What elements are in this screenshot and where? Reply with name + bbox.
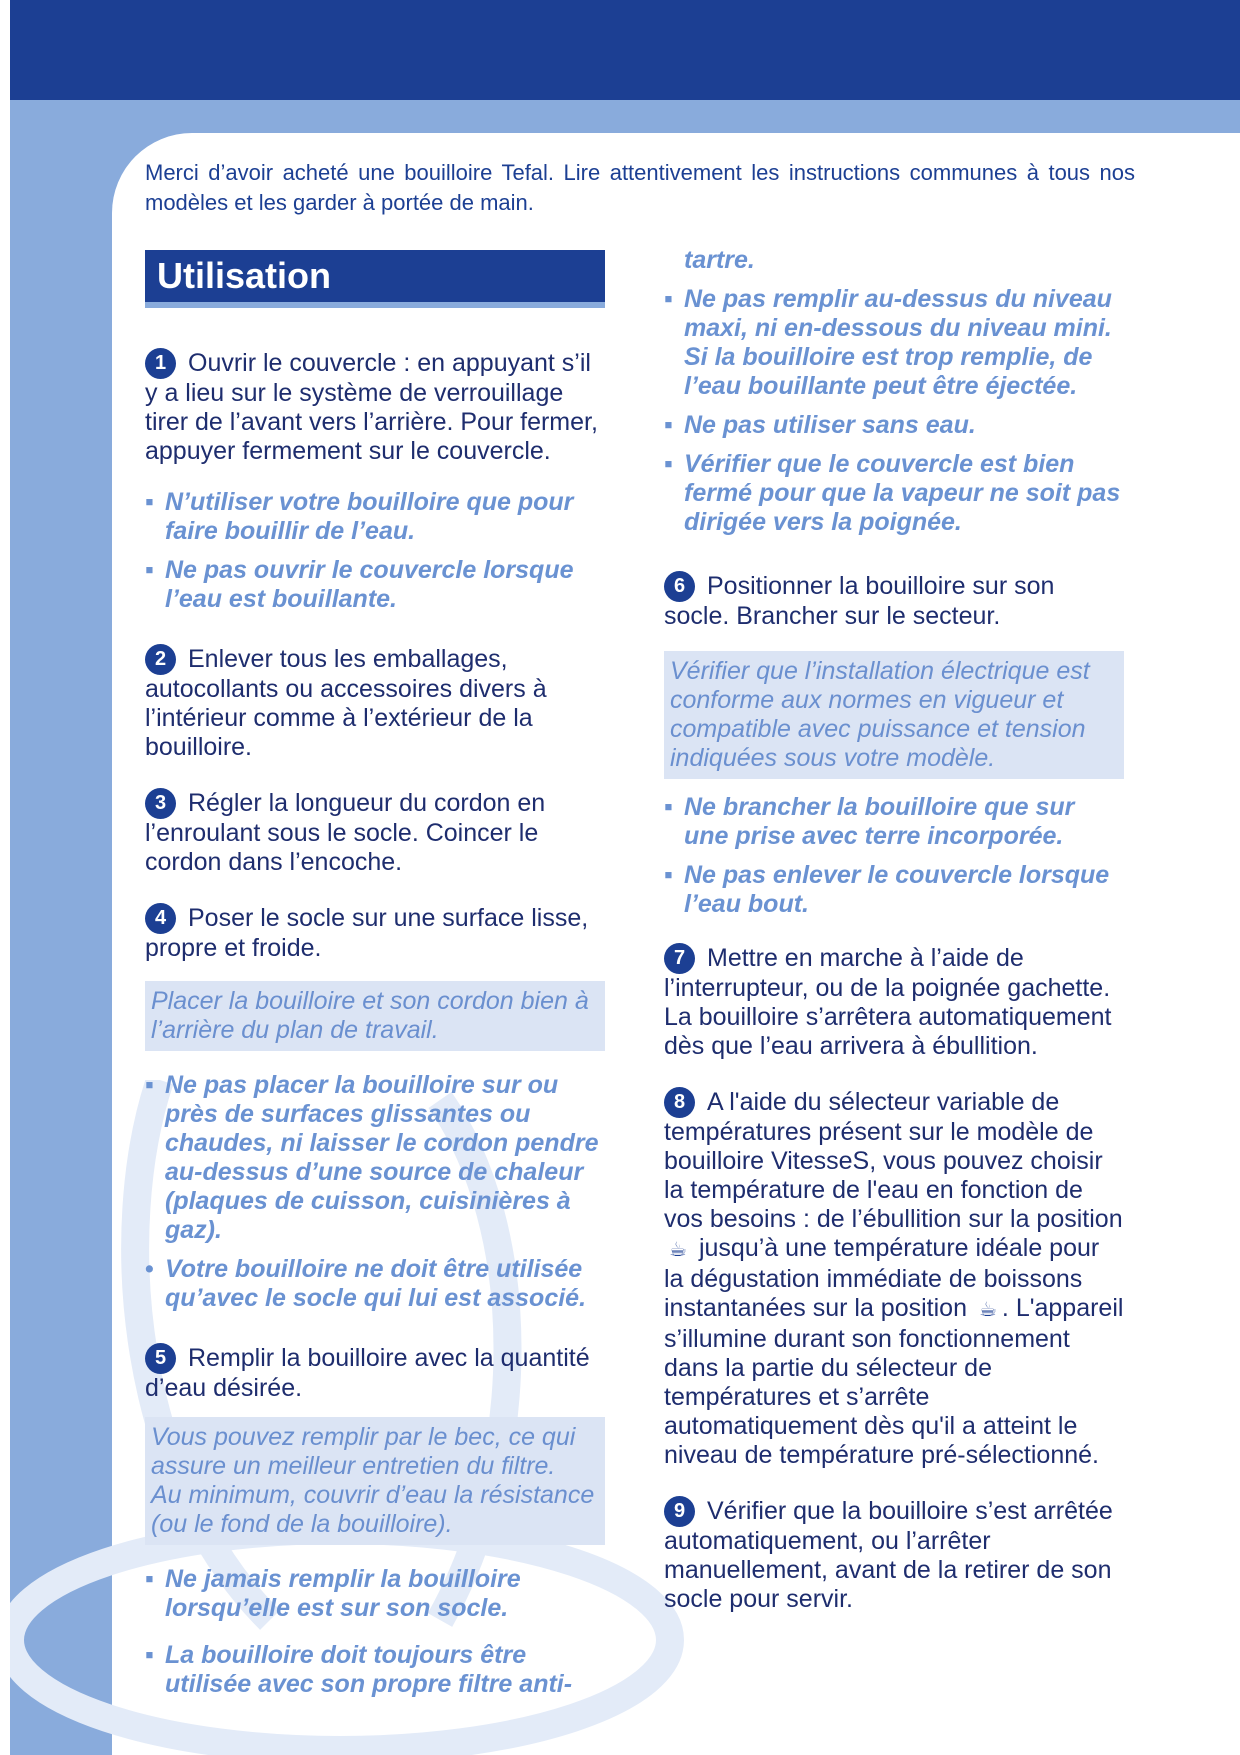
step-number-badge: 8 — [664, 1087, 695, 1118]
step-7 — [664, 943, 1124, 1061]
step-text: Positionner la bouilloire sur son socle. Brancher sur le secteur. — [664, 572, 1055, 630]
warning-item: ▪ N’utiliser votre bouilloire que pour faire bouillir de l’eau. — [145, 488, 574, 545]
warning-item: ▪ Ne pas utiliser sans eau. — [664, 411, 976, 439]
step-number-badge: 5 — [145, 1343, 176, 1374]
section-heading: Utilisation — [145, 250, 605, 308]
warning-item: ▪ Ne pas ouvrir le couvercle lorsque l’eau est bouillante. — [145, 556, 574, 613]
step-8: 8 A l'aide du sélecteur variable de températures présent sur le modèle de bouilloire VitesseS, vous pouvez choisir la température de l'eau en fonction de vos besoins : de l’ébullition sur la position ☕ jusqu’à une température idéale pour la dégustation immédiate de boissons instantanées sur la position ☕ . L'appareil s’illumine durant son fonctionnement dans la partie du sélecteur de températures et s’arrête automatiquement dès qu'il a atteint le niveau de température pré-sélectionné. — [664, 1088, 1124, 1469]
warning-item: ▪ La bouilloire doit toujours être utilisée avec son propre filtre anti- — [145, 1641, 573, 1698]
left-column — [145, 250, 605, 1709]
step-5 — [145, 1343, 605, 1403]
warning-item: ▪ Ne pas remplir au-dessus du niveau maxi, ni en-dessous du niveau mini. Si la bouilloire est trop remplie, de l’eau bouillante peut être éjectée. — [664, 285, 1112, 400]
note-box: Vérifier que l’installation électrique est conforme aux normes en vigueur et compatible avec puissance et tension indiquées sous votre modèle. — [664, 651, 1124, 779]
header-band — [10, 0, 1240, 100]
step-text: Enlever tous les emballages, autocollants ou accessoires divers à l’intérieur comme à l’extérieur de la bouilloire. — [145, 645, 547, 761]
warning-item: ▪ Ne jamais remplir la bouilloire lorsqu’elle est sur son socle. — [145, 1565, 521, 1622]
steaming-cup-icon: ☕ — [669, 1239, 687, 1261]
step-6 — [664, 571, 1124, 631]
step-text: Mettre en marche à l’aide de l’interrupteur, ou de la poignée gachette. La bouilloire s’arrêtera automatiquement dès que l’eau arrivera à ébullition. — [664, 944, 1112, 1060]
warning-item: ▪ Ne brancher la bouilloire que sur une prise avec terre incorporée. — [664, 793, 1075, 850]
step-text: Vérifier que la bouilloire s’est arrêtée automatiquement, ou l’arrêter manuellement, avant de la retirer de son socle pour servir. — [664, 1497, 1113, 1613]
step-1 — [145, 348, 605, 466]
step-3 — [145, 788, 605, 877]
warning-item: • Votre bouilloire ne doit être utilisée qu’avec le socle qui lui est associé. — [145, 1255, 587, 1312]
step-number-badge: 1 — [145, 348, 176, 379]
step-number-badge: 9 — [664, 1496, 695, 1527]
step-text: Ouvrir le couvercle : en appuyant s’il y a lieu sur le système de verrouillage tirer de l’avant vers l’arrière. Pour fermer, appuyer fermement sur le couvercle. — [145, 349, 598, 465]
step-text: Poser le socle sur une surface lisse, propre et froide. — [145, 904, 589, 962]
step-number-badge: 2 — [145, 644, 176, 675]
step-number-badge: 3 — [145, 788, 176, 819]
note-box: Vous pouvez remplir par le bec, ce qui assure un meilleur entretien du filtre. Au minimum, couvrir d’eau la résistance (ou le fond de la bouilloire). — [145, 1417, 605, 1545]
step-number-badge: 6 — [664, 571, 695, 602]
step-text: Remplir la bouilloire avec la quantité d’eau désirée. — [145, 1344, 590, 1402]
step-text: Régler la longueur du cordon en l’enroulant sous le socle. Coincer le cordon dans l’encoche. — [145, 789, 546, 876]
step-9 — [664, 1496, 1124, 1614]
right-column — [664, 246, 1124, 1636]
step-4 — [145, 903, 605, 963]
step-number-badge: 7 — [664, 943, 695, 974]
warning-item-continued: tartre. — [684, 246, 755, 274]
intro-text: Merci d’avoir acheté une bouilloire Tefal. Lire attentivement les instructions communes à tous nos modèles et les garder à portée de main. — [145, 160, 1135, 215]
step-2 — [145, 644, 605, 762]
warning-item: ▪ Vérifier que le couvercle est bien fermé pour que la vapeur ne soit pas dirigée vers la poignée. — [664, 450, 1121, 536]
note-box: Placer la bouilloire et son cordon bien à l’arrière du plan de travail. — [145, 981, 605, 1051]
warning-item: ▪ Ne pas enlever le couvercle lorsque l’eau bout. — [664, 861, 1110, 918]
step-number-badge: 4 — [145, 903, 176, 934]
warning-item: ▪ Ne pas placer la bouilloire sur ou près de surfaces glissantes ou chaudes, ni laisser le cordon pendre au-dessus d’une source de chaleur (plaques de cuisson, cuisinières à gaz). — [145, 1071, 599, 1244]
cup-icon: ☕ — [978, 1299, 997, 1321]
